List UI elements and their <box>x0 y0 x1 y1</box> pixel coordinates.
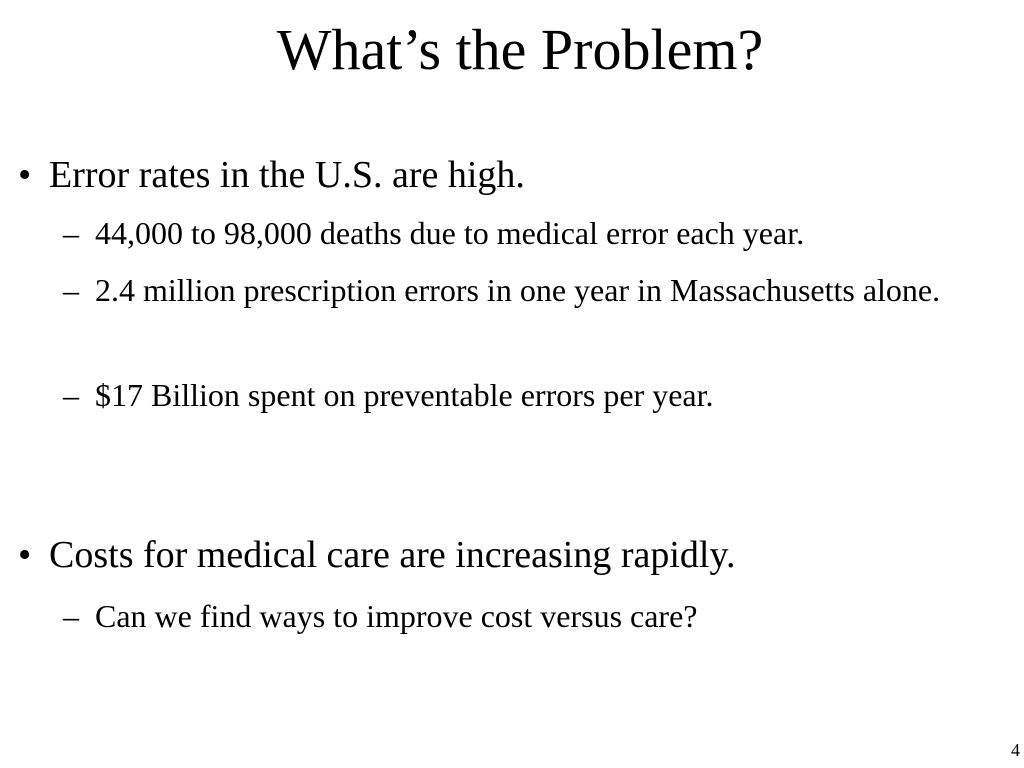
sub-item-marker: – <box>63 377 79 413</box>
sub-item-text: 44,000 to 98,000 deaths due to medical error each year. <box>95 215 805 251</box>
sub-item-marker: – <box>63 272 79 308</box>
bullet-marker: • <box>18 534 32 576</box>
bullet-main <box>0 149 1024 201</box>
bullet-main <box>0 529 1024 581</box>
bullet-item-costs <box>0 529 1024 581</box>
sub-item-marker: – <box>63 598 79 634</box>
sub-item-marker: – <box>63 215 79 251</box>
bullet-text: Error rates in the U.S. are high. <box>49 154 525 196</box>
slide-title: What’s the Problem? <box>276 17 764 82</box>
sub-item-text: Can we find ways to improve cost versus care? <box>95 598 698 634</box>
sub-item-text: 2.4 million prescription errors in one year in Massachusetts alone. <box>95 272 941 308</box>
sub-item-text: $17 Billion spent on preventable errors per year. <box>95 377 714 413</box>
bullet-text: Costs for medical care are increasing rapidly. <box>49 534 736 576</box>
bullet-item-error-rates <box>0 149 1024 201</box>
page-number: 4 <box>1011 740 1020 760</box>
bullet-marker: • <box>18 154 32 196</box>
